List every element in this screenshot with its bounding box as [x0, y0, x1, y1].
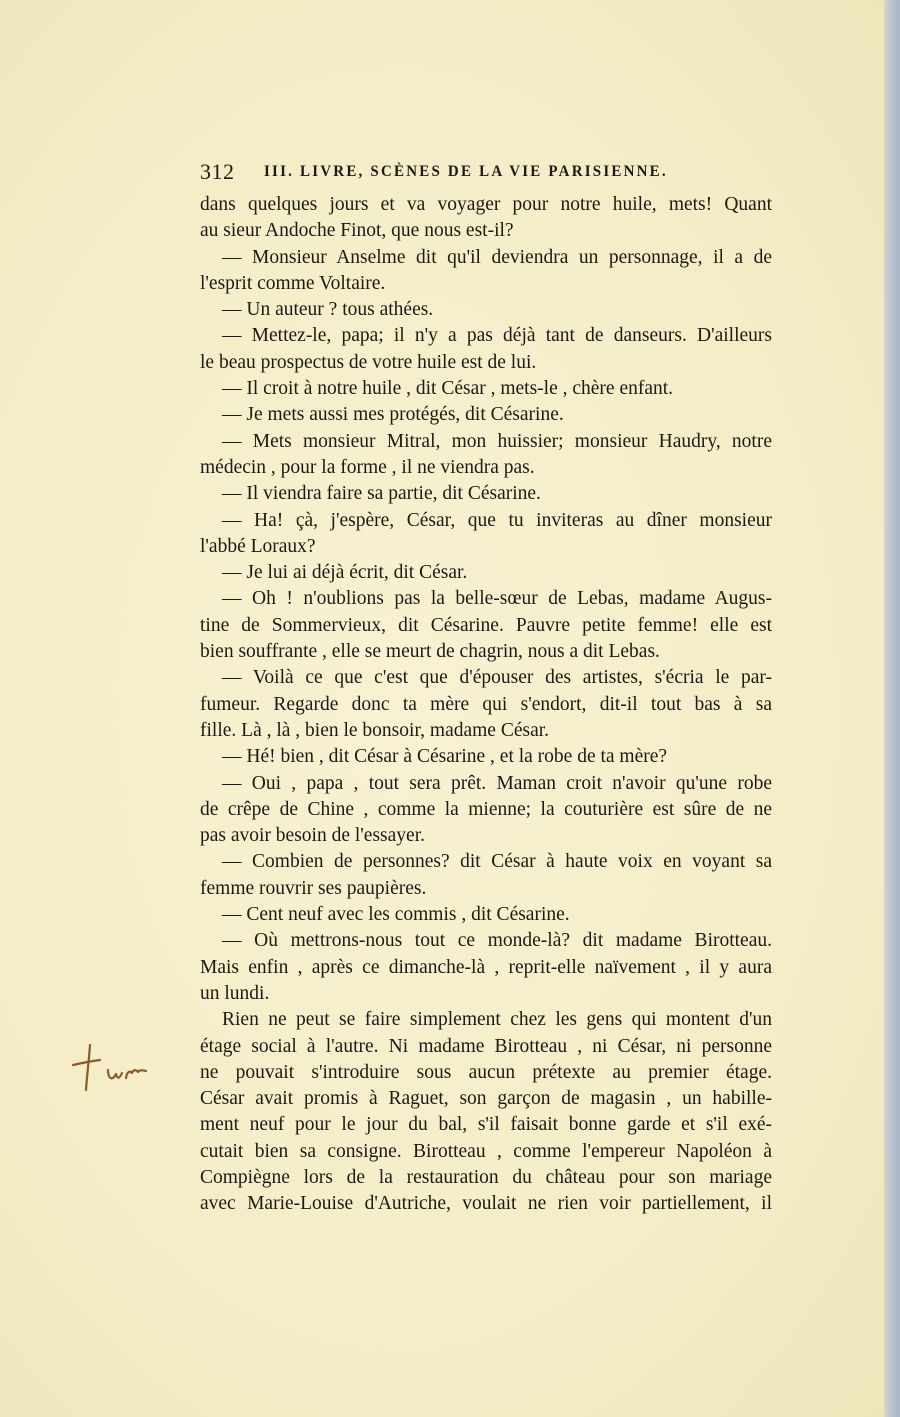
- text-line: médecin , pour la forme , il ne viendra pas.: [200, 456, 535, 478]
- text-line: — Un auteur ? tous athées.: [222, 299, 434, 321]
- text-line: — Je lui ai déjà écrit, dit César.: [222, 562, 468, 584]
- text-line: — Oui , papa , tout sera prêt. Maman croit n'avoir qu'une robe: [222, 772, 772, 794]
- text-line: au sieur Andoche Finot, que nous est-il?: [200, 220, 514, 242]
- text-line: — Cent neuf avec les commis , dit Césarine.: [222, 904, 570, 926]
- text-line: — Où mettrons-nous tout ce monde-là? dit madame Birotteau.: [222, 930, 772, 952]
- text-line: avec Marie-Louise d'Autriche, voulait ne rien voir partiellement, il: [200, 1193, 772, 1215]
- text-line: — Monsieur Anselme dit qu'il deviendra un personnage, il a de: [222, 246, 772, 268]
- text-line: — Ha! çà, j'espère, César, que tu inviteras au dîner monsieur: [222, 509, 772, 531]
- text-line: — Oh ! n'oublions pas la belle-sœur de Lebas, madame Augus-: [222, 588, 772, 610]
- text-line: dans quelques jours et va voyager pour notre huile, mets! Quant: [200, 194, 772, 215]
- text-line: un lundi.: [200, 982, 270, 1004]
- text-line: bien souffrante , elle se meurt de chagrin, nous a dit Lebas.: [200, 641, 660, 663]
- text-line: fumeur. Regarde donc ta mère qui s'endort, dit-il tout bas à sa: [200, 693, 772, 715]
- text-line: — Hé! bien , dit César à Césarine , et la robe de ta mère?: [222, 746, 668, 768]
- text-line: Compiègne lors de la restauration du château pour son mariage: [200, 1166, 772, 1188]
- text-line: fille. Là , là , bien le bonsoir, madame César.: [200, 719, 550, 741]
- text-line: — Combien de personnes? dit César à haute voix en voyant sa: [222, 851, 772, 873]
- text-line: — Il croit à notre huile , dit César , mets-le , chère enfant.: [222, 378, 674, 400]
- text-line: César avait promis à Raguet, son garçon de magasin , un habille-: [200, 1088, 772, 1110]
- text-line: — Mets monsieur Mitral, mon huissier; monsieur Haudry, notre: [222, 430, 772, 452]
- text-line: Rien ne peut se faire simplement chez les gens qui montent d'un: [222, 1009, 772, 1031]
- page-edge: [884, 0, 900, 1417]
- text-line: l'esprit comme Voltaire.: [200, 272, 386, 294]
- text-line: cutait bien sa consigne. Birotteau , comme l'empereur Napoléon à: [200, 1140, 772, 1162]
- page-number: 312: [200, 159, 235, 184]
- running-header: [200, 158, 775, 186]
- running-title: III. LIVRE, SCÈNES DE LA VIE PARISIENNE.: [264, 163, 668, 180]
- text-line: l'abbé Loraux?: [200, 535, 316, 557]
- text-line: ment neuf pour le jour du bal, s'il faisait bonne garde et s'il exé-: [200, 1114, 772, 1136]
- text-line: ne pouvait s'introduire sous aucun prétexte au premier étage.: [200, 1061, 772, 1083]
- text-line: — Je mets aussi mes protégés, dit Césarine.: [222, 404, 564, 426]
- text-line: Mais enfin , après ce dimanche-là , reprit-elle naïvement , il y aura: [200, 956, 772, 978]
- text-line: — Mettez-le, papa; il n'y a pas déjà tant de danseurs. D'ailleurs: [222, 325, 772, 347]
- text-line: pas avoir besoin de l'essayer.: [200, 825, 425, 847]
- handwritten-annotation: [70, 1040, 170, 1100]
- text-line: — Voilà ce que c'est que d'épouser des artistes, s'écria le par-: [222, 667, 772, 689]
- body-text: [200, 192, 772, 1218]
- text-line: tine de Sommervieux, dit Césarine. Pauvre petite femme! elle est: [200, 614, 772, 636]
- text-line: — Il viendra faire sa partie, dit Césarine.: [222, 483, 541, 505]
- text-line: femme rouvrir ses paupières.: [200, 877, 427, 899]
- text-line: étage social à l'autre. Ni madame Birotteau , ni César, ni personne: [200, 1035, 772, 1057]
- text-line: le beau prospectus de votre huile est de lui.: [200, 351, 537, 373]
- text-line: de crêpe de Chine , comme la mienne; la couturière est sûre de ne: [200, 798, 772, 820]
